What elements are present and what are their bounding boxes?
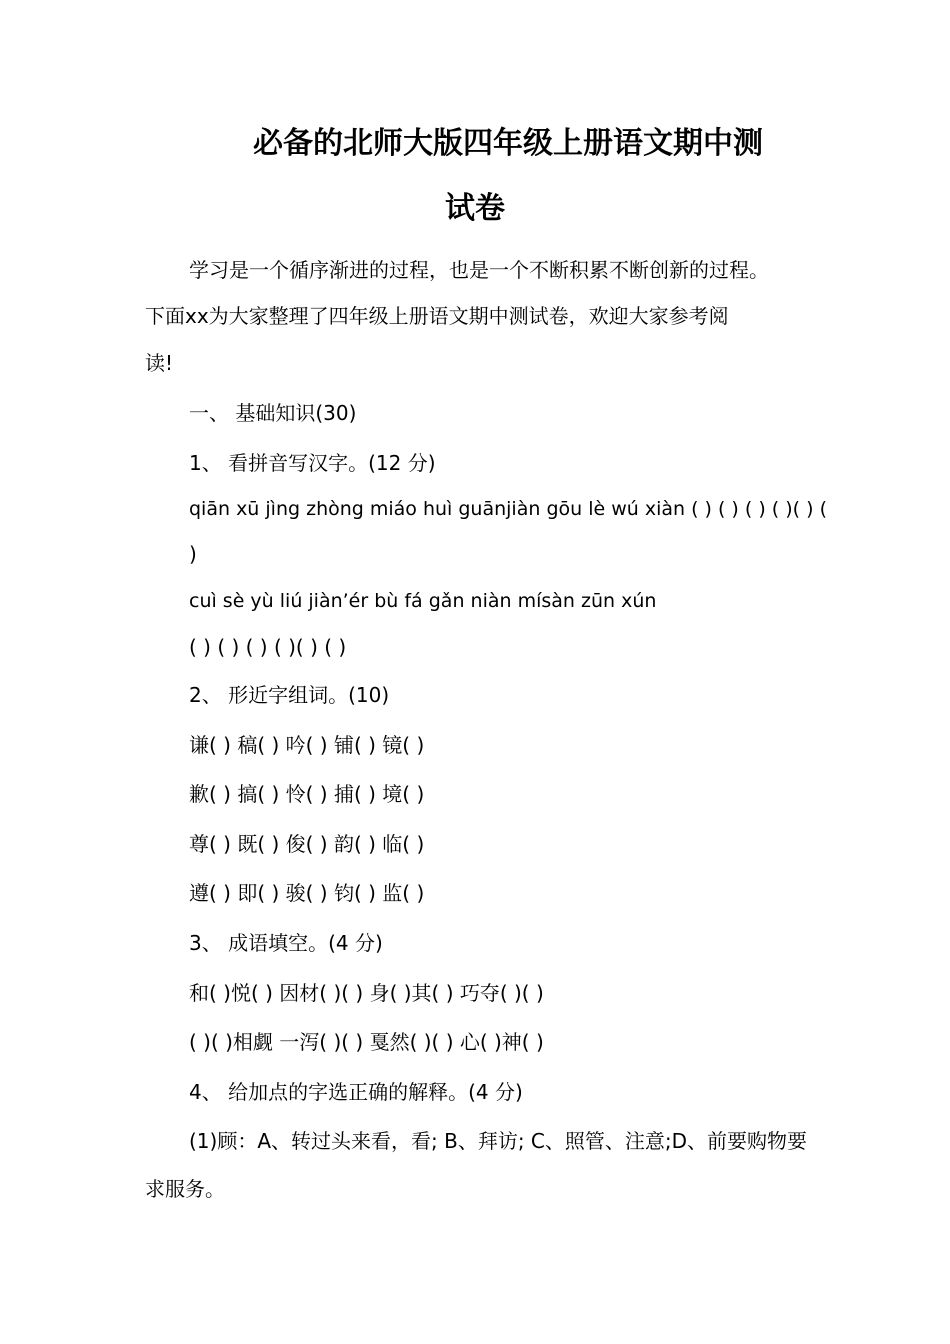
intro-paragraph-line-3: 读!	[145, 351, 174, 375]
document-title-line-1: 必备的北师大版四年级上册语文期中测	[253, 126, 763, 161]
question-3-row-1: 和( )悦( ) 因材( )( ) 身( )其( ) 巧夺( )( )	[189, 981, 544, 1005]
question-1-title: 1、 看拼音写汉字。(12 分)	[189, 451, 436, 475]
question-4-item-1-line-2: 求服务。	[145, 1177, 225, 1201]
question-1-pinyin-line-2: cuì sè yù liú jiàn’ér bù fá gǎn niàn mísàn zūn xún	[189, 590, 657, 612]
question-2-title: 2、 形近字组词。(10)	[189, 683, 390, 707]
question-1-blanks-line-2: ( ) ( ) ( ) ( )( ) ( )	[189, 635, 347, 659]
intro-paragraph-line-2: 下面xx为大家整理了四年级上册语文期中测试卷，欢迎大家参考阅	[145, 304, 729, 328]
question-1-pinyin-line-1: qiān xū jìng zhòng miáo huì guānjiàn gōu lè wú xiàn ( ) ( ) ( ) ( )( ) (	[189, 498, 827, 520]
intro-paragraph-line-1: 学习是一个循序渐进的过程，也是一个不断积累不断创新的过程。	[189, 258, 769, 282]
question-2-row-3: 尊( ) 既( ) 俊( ) 韵( ) 临( )	[189, 832, 425, 856]
question-2-row-4: 遵( ) 即( ) 骏( ) 钧( ) 监( )	[189, 881, 425, 905]
question-3-row-2: ( )( )相觑 一泻( )( ) 戛然( )( ) 心( )神( )	[189, 1030, 544, 1054]
question-3-title: 3、 成语填空。(4 分)	[189, 931, 383, 955]
question-4-item-1-line-1: (1)顾：A、转过头来看，看; B、拜访; C、照管、注意;D、前要购物要	[189, 1129, 808, 1153]
question-4-title: 4、 给加点的字选正确的解释。(4 分)	[189, 1080, 523, 1104]
document-title-line-2: 试卷	[445, 191, 505, 226]
question-2-row-1: 谦( ) 稿( ) 吟( ) 铺( ) 镜( )	[189, 733, 425, 757]
question-2-row-2: 歉( ) 搞( ) 怜( ) 捕( ) 境( )	[189, 782, 425, 806]
question-1-pinyin-line-1-cont: )	[189, 542, 197, 566]
section-heading-basic-knowledge: 一、 基础知识(30)	[189, 401, 357, 425]
